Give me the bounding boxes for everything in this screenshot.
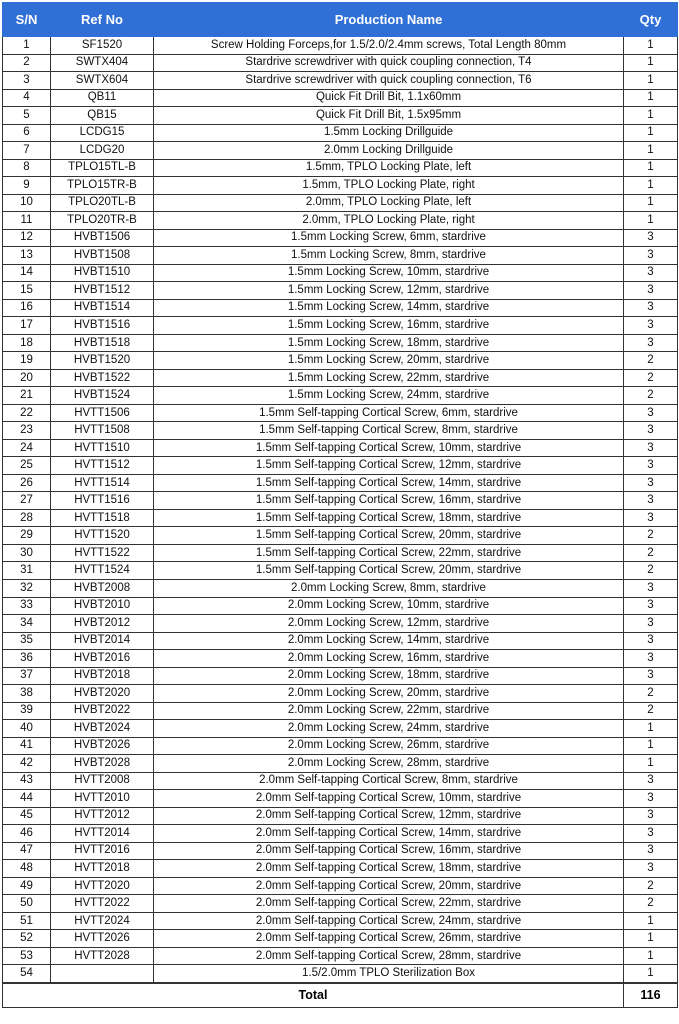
cell-ref-no: HVBT2014 <box>51 632 154 650</box>
cell-qty: 3 <box>624 667 678 685</box>
cell-production-name: 1.5mm Locking Drillguide <box>154 124 624 142</box>
cell-ref-no: HVTT1522 <box>51 544 154 562</box>
cell-qty: 3 <box>624 579 678 597</box>
table-row <box>3 159 678 177</box>
cell-ref-no: HVTT2010 <box>51 790 154 808</box>
cell-sn: 43 <box>3 772 51 790</box>
cell-qty: 1 <box>624 212 678 230</box>
cell-qty: 1 <box>624 37 678 55</box>
cell-sn: 30 <box>3 544 51 562</box>
table-row <box>3 667 678 685</box>
table-row <box>3 457 678 475</box>
cell-production-name: 2.0mm Self-tapping Cortical Screw, 22mm, stardrive <box>154 895 624 913</box>
cell-sn: 45 <box>3 807 51 825</box>
cell-ref-no: HVTT2028 <box>51 947 154 965</box>
cell-production-name: Stardrive screwdriver with quick coupling connection, T6 <box>154 72 624 90</box>
table-row <box>3 650 678 668</box>
table-row <box>3 282 678 300</box>
cell-qty: 3 <box>624 247 678 265</box>
total-row <box>3 983 678 1008</box>
table-row <box>3 72 678 90</box>
cell-ref-no <box>51 965 154 983</box>
cell-qty: 3 <box>624 615 678 633</box>
cell-sn: 31 <box>3 562 51 580</box>
cell-qty: 1 <box>624 194 678 212</box>
cell-ref-no: HVBT2012 <box>51 615 154 633</box>
table-row <box>3 965 678 983</box>
cell-ref-no: HVBT2010 <box>51 597 154 615</box>
cell-sn: 28 <box>3 509 51 527</box>
cell-sn: 11 <box>3 212 51 230</box>
cell-ref-no: HVTT2014 <box>51 825 154 843</box>
cell-qty: 2 <box>624 877 678 895</box>
cell-qty: 1 <box>624 720 678 738</box>
cell-sn: 6 <box>3 124 51 142</box>
cell-sn: 27 <box>3 492 51 510</box>
cell-qty: 1 <box>624 947 678 965</box>
cell-ref-no: HVBT2016 <box>51 650 154 668</box>
cell-production-name: 1.5mm Locking Screw, 16mm, stardrive <box>154 317 624 335</box>
cell-qty: 1 <box>624 159 678 177</box>
cell-sn: 47 <box>3 842 51 860</box>
table-header <box>3 3 678 37</box>
cell-production-name: 1.5mm Locking Screw, 24mm, stardrive <box>154 387 624 405</box>
cell-ref-no: HVBT2020 <box>51 685 154 703</box>
cell-qty: 1 <box>624 930 678 948</box>
cell-qty: 1 <box>624 965 678 983</box>
cell-ref-no: SWTX604 <box>51 72 154 90</box>
table-row <box>3 422 678 440</box>
cell-qty: 3 <box>624 299 678 317</box>
cell-sn: 38 <box>3 685 51 703</box>
table-row <box>3 720 678 738</box>
cell-sn: 34 <box>3 615 51 633</box>
cell-qty: 1 <box>624 912 678 930</box>
cell-qty: 1 <box>624 54 678 72</box>
cell-ref-no: HVBT2008 <box>51 579 154 597</box>
cell-qty: 3 <box>624 632 678 650</box>
cell-ref-no: HVTT1510 <box>51 439 154 457</box>
table-row <box>3 229 678 247</box>
cell-sn: 13 <box>3 247 51 265</box>
cell-sn: 2 <box>3 54 51 72</box>
cell-production-name: 1.5mm Locking Screw, 6mm, stardrive <box>154 229 624 247</box>
cell-ref-no: HVBT1508 <box>51 247 154 265</box>
cell-ref-no: HVTT2024 <box>51 912 154 930</box>
cell-sn: 7 <box>3 142 51 160</box>
cell-production-name: 1.5mm Locking Screw, 20mm, stardrive <box>154 352 624 370</box>
table-row <box>3 89 678 107</box>
cell-sn: 53 <box>3 947 51 965</box>
cell-qty: 2 <box>624 352 678 370</box>
cell-ref-no: HVTT1520 <box>51 527 154 545</box>
table-row <box>3 790 678 808</box>
cell-qty: 3 <box>624 474 678 492</box>
header-qty: Qty <box>624 3 678 37</box>
table-row <box>3 107 678 125</box>
table-row <box>3 912 678 930</box>
cell-ref-no: HVBT1506 <box>51 229 154 247</box>
table-row <box>3 579 678 597</box>
cell-qty: 2 <box>624 369 678 387</box>
cell-production-name: 2.0mm Self-tapping Cortical Screw, 10mm, stardrive <box>154 790 624 808</box>
cell-sn: 22 <box>3 404 51 422</box>
cell-sn: 23 <box>3 422 51 440</box>
cell-ref-no: HVBT2022 <box>51 702 154 720</box>
cell-sn: 3 <box>3 72 51 90</box>
cell-ref-no: HVTT2020 <box>51 877 154 895</box>
cell-qty: 3 <box>624 422 678 440</box>
cell-qty: 2 <box>624 562 678 580</box>
cell-production-name: Screw Holding Forceps,for 1.5/2.0/2.4mm screws, Total Length 80mm <box>154 37 624 55</box>
cell-qty: 3 <box>624 509 678 527</box>
cell-qty: 1 <box>624 755 678 773</box>
cell-sn: 12 <box>3 229 51 247</box>
cell-production-name: 1.5mm Self-tapping Cortical Screw, 18mm, stardrive <box>154 509 624 527</box>
cell-sn: 35 <box>3 632 51 650</box>
table-row <box>3 685 678 703</box>
table-row <box>3 264 678 282</box>
cell-sn: 16 <box>3 299 51 317</box>
cell-qty: 1 <box>624 177 678 195</box>
cell-qty: 3 <box>624 334 678 352</box>
cell-qty: 3 <box>624 264 678 282</box>
cell-ref-no: HVTT1508 <box>51 422 154 440</box>
cell-ref-no: HVTT2026 <box>51 930 154 948</box>
cell-sn: 44 <box>3 790 51 808</box>
cell-qty: 1 <box>624 737 678 755</box>
cell-sn: 52 <box>3 930 51 948</box>
cell-sn: 37 <box>3 667 51 685</box>
cell-ref-no: HVBT2026 <box>51 737 154 755</box>
cell-ref-no: SF1520 <box>51 37 154 55</box>
cell-qty: 3 <box>624 825 678 843</box>
cell-qty: 3 <box>624 807 678 825</box>
cell-ref-no: HVTT2022 <box>51 895 154 913</box>
cell-ref-no: HVTT2016 <box>51 842 154 860</box>
cell-production-name: 1.5mm Self-tapping Cortical Screw, 10mm, stardrive <box>154 439 624 457</box>
table-row <box>3 299 678 317</box>
cell-sn: 25 <box>3 457 51 475</box>
cell-sn: 17 <box>3 317 51 335</box>
cell-qty: 3 <box>624 842 678 860</box>
cell-sn: 18 <box>3 334 51 352</box>
cell-qty: 2 <box>624 544 678 562</box>
cell-production-name: 2.0mm Self-tapping Cortical Screw, 24mm, stardrive <box>154 912 624 930</box>
cell-ref-no: HVBT1524 <box>51 387 154 405</box>
cell-production-name: 2.0mm Locking Screw, 14mm, stardrive <box>154 632 624 650</box>
cell-sn: 32 <box>3 579 51 597</box>
header-row <box>3 3 678 37</box>
cell-sn: 29 <box>3 527 51 545</box>
header-sn: S/N <box>3 3 51 37</box>
table-row <box>3 247 678 265</box>
cell-qty: 2 <box>624 895 678 913</box>
cell-production-name: 2.0mm Self-tapping Cortical Screw, 20mm, stardrive <box>154 877 624 895</box>
cell-qty: 1 <box>624 107 678 125</box>
cell-ref-no: TPLO15TR-B <box>51 177 154 195</box>
cell-ref-no: HVTT1512 <box>51 457 154 475</box>
cell-ref-no: HVBT1512 <box>51 282 154 300</box>
table-row <box>3 37 678 55</box>
cell-qty: 3 <box>624 282 678 300</box>
table-row <box>3 772 678 790</box>
cell-production-name: 1.5mm Locking Screw, 18mm, stardrive <box>154 334 624 352</box>
cell-sn: 14 <box>3 264 51 282</box>
cell-qty: 3 <box>624 492 678 510</box>
cell-ref-no: HVBT2024 <box>51 720 154 738</box>
cell-ref-no: HVBT1516 <box>51 317 154 335</box>
cell-qty: 1 <box>624 72 678 90</box>
cell-production-name: 1.5mm Self-tapping Cortical Screw, 12mm, stardrive <box>154 457 624 475</box>
cell-qty: 3 <box>624 772 678 790</box>
cell-production-name: 2.0mm Locking Screw, 26mm, stardrive <box>154 737 624 755</box>
cell-sn: 24 <box>3 439 51 457</box>
cell-sn: 39 <box>3 702 51 720</box>
cell-qty: 3 <box>624 317 678 335</box>
cell-sn: 54 <box>3 965 51 983</box>
cell-production-name: 2.0mm, TPLO Locking Plate, left <box>154 194 624 212</box>
table-row <box>3 895 678 913</box>
cell-ref-no: LCDG20 <box>51 142 154 160</box>
cell-ref-no: SWTX404 <box>51 54 154 72</box>
header-production-name: Production Name <box>154 3 624 37</box>
cell-ref-no: TPLO20TR-B <box>51 212 154 230</box>
cell-qty: 1 <box>624 89 678 107</box>
table-row <box>3 825 678 843</box>
cell-ref-no: HVBT1518 <box>51 334 154 352</box>
table-row <box>3 474 678 492</box>
table-row <box>3 369 678 387</box>
cell-qty: 2 <box>624 685 678 703</box>
cell-production-name: 2.0mm Self-tapping Cortical Screw, 16mm, stardrive <box>154 842 624 860</box>
cell-ref-no: HVTT1506 <box>51 404 154 422</box>
table-row <box>3 947 678 965</box>
cell-production-name: 2.0mm Locking Screw, 24mm, stardrive <box>154 720 624 738</box>
cell-sn: 26 <box>3 474 51 492</box>
cell-sn: 46 <box>3 825 51 843</box>
cell-sn: 40 <box>3 720 51 738</box>
cell-production-name: 2.0mm, TPLO Locking Plate, right <box>154 212 624 230</box>
cell-sn: 48 <box>3 860 51 878</box>
cell-ref-no: HVBT1520 <box>51 352 154 370</box>
table-row <box>3 842 678 860</box>
product-list-document <box>2 2 677 1008</box>
cell-production-name: 1.5mm Self-tapping Cortical Screw, 22mm, stardrive <box>154 544 624 562</box>
cell-sn: 10 <box>3 194 51 212</box>
cell-production-name: 1.5mm Self-tapping Cortical Screw, 20mm, stardrive <box>154 562 624 580</box>
cell-ref-no: HVTT2012 <box>51 807 154 825</box>
cell-sn: 49 <box>3 877 51 895</box>
table-row <box>3 615 678 633</box>
cell-qty: 3 <box>624 790 678 808</box>
table-row <box>3 562 678 580</box>
table-row <box>3 177 678 195</box>
cell-production-name: 1.5mm Locking Screw, 10mm, stardrive <box>154 264 624 282</box>
table-row <box>3 597 678 615</box>
table-row <box>3 632 678 650</box>
cell-ref-no: LCDG15 <box>51 124 154 142</box>
cell-qty: 3 <box>624 597 678 615</box>
table-row <box>3 352 678 370</box>
cell-qty: 2 <box>624 527 678 545</box>
table-footer <box>3 983 678 1008</box>
cell-ref-no: QB15 <box>51 107 154 125</box>
cell-ref-no: HVBT1510 <box>51 264 154 282</box>
cell-production-name: Stardrive screwdriver with quick coupling connection, T4 <box>154 54 624 72</box>
cell-production-name: 1.5mm Locking Screw, 22mm, stardrive <box>154 369 624 387</box>
cell-ref-no: HVTT1524 <box>51 562 154 580</box>
cell-sn: 19 <box>3 352 51 370</box>
cell-production-name: 2.0mm Locking Screw, 8mm, stardrive <box>154 579 624 597</box>
table-row <box>3 737 678 755</box>
cell-sn: 50 <box>3 895 51 913</box>
cell-sn: 41 <box>3 737 51 755</box>
table-body <box>3 37 678 983</box>
cell-qty: 3 <box>624 860 678 878</box>
cell-qty: 3 <box>624 229 678 247</box>
table-row <box>3 439 678 457</box>
total-qty: 116 <box>624 983 678 1008</box>
cell-sn: 8 <box>3 159 51 177</box>
cell-ref-no: HVBT2028 <box>51 755 154 773</box>
cell-production-name: 1.5mm Self-tapping Cortical Screw, 16mm, stardrive <box>154 492 624 510</box>
cell-ref-no: HVBT2018 <box>51 667 154 685</box>
cell-qty: 3 <box>624 404 678 422</box>
table-row <box>3 509 678 527</box>
cell-qty: 2 <box>624 702 678 720</box>
cell-production-name: 2.0mm Self-tapping Cortical Screw, 8mm, stardrive <box>154 772 624 790</box>
cell-ref-no: HVTT2008 <box>51 772 154 790</box>
total-label: Total <box>3 983 624 1008</box>
cell-production-name: 1.5mm Locking Screw, 8mm, stardrive <box>154 247 624 265</box>
table-row <box>3 755 678 773</box>
table-row <box>3 544 678 562</box>
cell-production-name: 1.5mm Locking Screw, 12mm, stardrive <box>154 282 624 300</box>
cell-production-name: 1.5/2.0mm TPLO Sterilization Box <box>154 965 624 983</box>
table-row <box>3 124 678 142</box>
cell-qty: 3 <box>624 439 678 457</box>
cell-ref-no: HVBT1514 <box>51 299 154 317</box>
cell-production-name: 1.5mm Locking Screw, 14mm, stardrive <box>154 299 624 317</box>
cell-qty: 1 <box>624 142 678 160</box>
cell-production-name: 2.0mm Locking Screw, 18mm, stardrive <box>154 667 624 685</box>
cell-production-name: 2.0mm Locking Screw, 28mm, stardrive <box>154 755 624 773</box>
cell-production-name: 2.0mm Locking Screw, 22mm, stardrive <box>154 702 624 720</box>
table-row <box>3 877 678 895</box>
cell-production-name: Quick Fit Drill Bit, 1.1x60mm <box>154 89 624 107</box>
table-row <box>3 930 678 948</box>
cell-production-name: 2.0mm Locking Screw, 20mm, stardrive <box>154 685 624 703</box>
cell-sn: 36 <box>3 650 51 668</box>
table-row <box>3 404 678 422</box>
cell-production-name: 2.0mm Self-tapping Cortical Screw, 14mm, stardrive <box>154 825 624 843</box>
cell-qty: 1 <box>624 124 678 142</box>
cell-sn: 1 <box>3 37 51 55</box>
cell-ref-no: HVBT1522 <box>51 369 154 387</box>
cell-sn: 4 <box>3 89 51 107</box>
cell-ref-no: HVTT2018 <box>51 860 154 878</box>
table-row <box>3 807 678 825</box>
table-row <box>3 54 678 72</box>
cell-production-name: 2.0mm Locking Screw, 12mm, stardrive <box>154 615 624 633</box>
cell-production-name: 2.0mm Self-tapping Cortical Screw, 12mm, stardrive <box>154 807 624 825</box>
table-row <box>3 194 678 212</box>
cell-sn: 42 <box>3 755 51 773</box>
cell-qty: 2 <box>624 387 678 405</box>
cell-ref-no: HVTT1516 <box>51 492 154 510</box>
table-row <box>3 317 678 335</box>
table-row <box>3 212 678 230</box>
table-row <box>3 702 678 720</box>
table-row <box>3 492 678 510</box>
cell-sn: 21 <box>3 387 51 405</box>
cell-production-name: 1.5mm, TPLO Locking Plate, left <box>154 159 624 177</box>
table-row <box>3 142 678 160</box>
cell-production-name: 2.0mm Self-tapping Cortical Screw, 28mm, stardrive <box>154 947 624 965</box>
cell-ref-no: HVTT1514 <box>51 474 154 492</box>
header-ref-no: Ref No <box>51 3 154 37</box>
cell-sn: 9 <box>3 177 51 195</box>
cell-ref-no: HVTT1518 <box>51 509 154 527</box>
cell-production-name: 2.0mm Locking Drillguide <box>154 142 624 160</box>
cell-production-name: 1.5mm Self-tapping Cortical Screw, 14mm, stardrive <box>154 474 624 492</box>
cell-production-name: 1.5mm, TPLO Locking Plate, right <box>154 177 624 195</box>
table-row <box>3 527 678 545</box>
cell-qty: 3 <box>624 457 678 475</box>
table-row <box>3 334 678 352</box>
cell-production-name: Quick Fit Drill Bit, 1.5x95mm <box>154 107 624 125</box>
cell-production-name: 1.5mm Self-tapping Cortical Screw, 8mm, stardrive <box>154 422 624 440</box>
cell-ref-no: TPLO20TL-B <box>51 194 154 212</box>
table-row <box>3 387 678 405</box>
cell-production-name: 2.0mm Self-tapping Cortical Screw, 26mm, stardrive <box>154 930 624 948</box>
cell-sn: 15 <box>3 282 51 300</box>
cell-ref-no: TPLO15TL-B <box>51 159 154 177</box>
cell-ref-no: QB11 <box>51 89 154 107</box>
table-row <box>3 860 678 878</box>
cell-production-name: 1.5mm Self-tapping Cortical Screw, 20mm, stardrive <box>154 527 624 545</box>
cell-sn: 33 <box>3 597 51 615</box>
cell-sn: 20 <box>3 369 51 387</box>
cell-production-name: 2.0mm Self-tapping Cortical Screw, 18mm, stardrive <box>154 860 624 878</box>
cell-sn: 51 <box>3 912 51 930</box>
cell-production-name: 2.0mm Locking Screw, 16mm, stardrive <box>154 650 624 668</box>
cell-sn: 5 <box>3 107 51 125</box>
product-table <box>2 2 678 1008</box>
cell-qty: 3 <box>624 650 678 668</box>
cell-production-name: 1.5mm Self-tapping Cortical Screw, 6mm, stardrive <box>154 404 624 422</box>
cell-production-name: 2.0mm Locking Screw, 10mm, stardrive <box>154 597 624 615</box>
